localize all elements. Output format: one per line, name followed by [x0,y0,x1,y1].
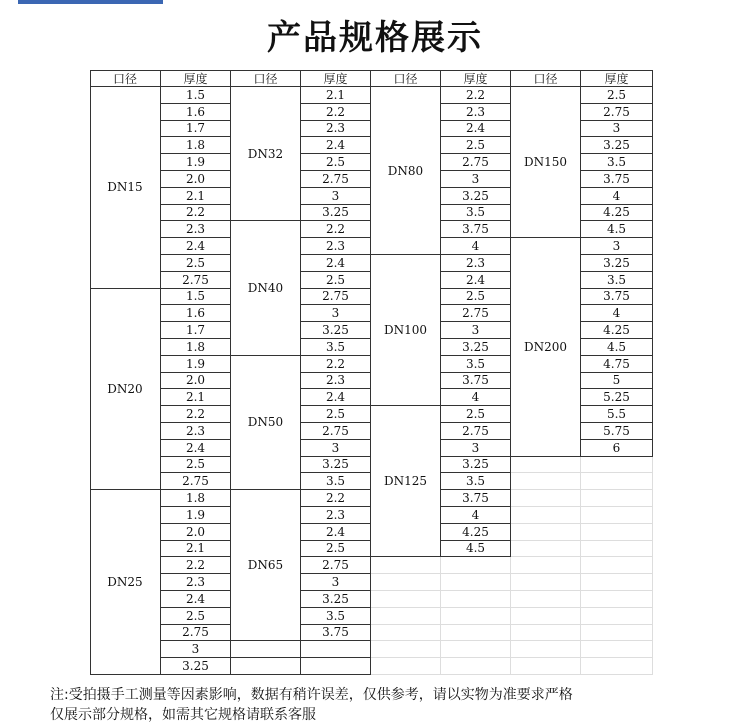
thickness-cell: 2.75 [441,154,511,171]
thickness-cell: 1.5 [161,289,231,306]
empty-cell [441,574,511,591]
thickness-cell: 3.25 [441,188,511,205]
empty-cell [371,608,441,625]
thickness-cell: 2.75 [581,104,653,121]
thickness-cell: 3.25 [301,322,371,339]
thickness-cell: 2.75 [301,423,371,440]
thickness-cell: 3 [581,238,653,255]
empty-cell [511,524,581,541]
thickness-cell: 2.1 [161,541,231,558]
thickness-cell: 4 [441,238,511,255]
thickness-cell: 1.9 [161,154,231,171]
empty-cell [511,641,581,658]
thickness-cell: 6 [581,440,653,457]
header-caliber: 口径 [231,70,301,87]
thickness-cell: 3.5 [301,339,371,356]
thickness-cell: 1.6 [161,305,231,322]
thickness-cell: 2.5 [301,154,371,171]
thickness-cell: 1.9 [161,507,231,524]
thickness-cell: 3.25 [301,457,371,474]
thickness-cell: 2.5 [161,255,231,272]
empty-cell [511,507,581,524]
thickness-cell: 2.75 [161,272,231,289]
thickness-cell: 4.5 [581,339,653,356]
header-thickness: 厚度 [301,70,371,87]
thickness-cell: 5.75 [581,423,653,440]
empty-cell [511,608,581,625]
thickness-cell: 2.2 [301,356,371,373]
dn-cell: DN200 [511,238,581,456]
thickness-cell: 2.4 [301,389,371,406]
thickness-cell: 2.3 [301,121,371,138]
header-caliber: 口径 [371,70,441,87]
empty-cell [371,557,441,574]
thickness-cell: 2.4 [301,255,371,272]
thickness-cell: 2.75 [161,473,231,490]
top-accent-bar [18,0,163,4]
thickness-cell: 5.25 [581,389,653,406]
empty-cell [301,658,371,675]
empty-cell [441,557,511,574]
thickness-cell: 2.2 [161,406,231,423]
thickness-cell: 3.5 [581,272,653,289]
thickness-cell: 2.75 [441,305,511,322]
empty-cell [371,574,441,591]
thickness-cell: 3.25 [301,591,371,608]
dn-cell: DN50 [231,356,301,490]
thickness-cell: 3 [301,440,371,457]
thickness-cell: 2.75 [301,171,371,188]
thickness-cell: 3.75 [581,289,653,306]
thickness-cell: 2.5 [301,406,371,423]
empty-cell [301,641,371,658]
thickness-cell: 2.4 [441,121,511,138]
thickness-cell: 4.5 [581,221,653,238]
empty-cell [371,591,441,608]
empty-cell [581,557,653,574]
thickness-cell: 3.75 [441,490,511,507]
dn-cell: DN20 [90,289,161,491]
header-thickness: 厚度 [581,70,653,87]
thickness-cell: 1.8 [161,490,231,507]
thickness-cell: 3.75 [301,625,371,642]
empty-cell [581,625,653,642]
thickness-cell: 3 [441,171,511,188]
dn-cell: DN125 [371,406,441,557]
thickness-cell: 2.2 [301,221,371,238]
empty-cell [511,574,581,591]
thickness-cell: 3.5 [441,473,511,490]
thickness-cell: 5 [581,373,653,390]
empty-cell [371,658,441,675]
empty-cell [581,591,653,608]
thickness-cell: 2.2 [441,87,511,104]
thickness-cell: 3 [441,322,511,339]
thickness-cell: 4.25 [441,524,511,541]
empty-cell [511,591,581,608]
thickness-cell: 1.7 [161,322,231,339]
thickness-cell: 2.75 [441,423,511,440]
dn-cell: DN100 [371,255,441,406]
thickness-cell: 3.5 [301,473,371,490]
thickness-cell: 2.5 [581,87,653,104]
thickness-cell: 2.75 [301,557,371,574]
empty-cell [511,557,581,574]
empty-cell [441,641,511,658]
thickness-cell: 3.25 [161,658,231,675]
thickness-cell: 2.2 [161,205,231,222]
thickness-cell: 1.6 [161,104,231,121]
thickness-cell: 2.2 [161,557,231,574]
thickness-cell: 2.3 [441,255,511,272]
footnote [50,685,710,725]
thickness-cell: 3.25 [441,457,511,474]
dn-cell: DN25 [90,490,161,675]
empty-cell [581,641,653,658]
thickness-cell: 2.3 [441,104,511,121]
thickness-cell: 3.75 [441,373,511,390]
thickness-cell: 2.4 [441,272,511,289]
footnote-line-1: 注:受拍摄手工测量等因素影响，数据有稍许误差，仅供参考，请以实物为准要求严格 [50,687,573,703]
empty-cell [581,524,653,541]
empty-cell [581,457,653,474]
thickness-cell: 1.8 [161,339,231,356]
thickness-cell: 4 [441,507,511,524]
empty-cell [441,625,511,642]
thickness-cell: 4 [581,188,653,205]
thickness-cell: 2.75 [301,289,371,306]
empty-cell [581,574,653,591]
thickness-cell: 4.75 [581,356,653,373]
thickness-cell: 2.0 [161,524,231,541]
thickness-cell: 1.7 [161,121,231,138]
empty-cell [371,641,441,658]
thickness-cell: 3.75 [441,221,511,238]
thickness-cell: 2.5 [441,137,511,154]
empty-cell [511,541,581,558]
thickness-cell: 2.1 [161,188,231,205]
thickness-cell: 3.5 [581,154,653,171]
thickness-cell: 3.25 [441,339,511,356]
thickness-cell: 2.0 [161,373,231,390]
thickness-cell: 4.5 [441,541,511,558]
dn-cell: DN80 [371,87,441,255]
empty-cell [441,658,511,675]
thickness-cell: 3.5 [441,205,511,222]
empty-cell [371,625,441,642]
thickness-cell: 2.5 [441,289,511,306]
thickness-cell: 2.5 [301,541,371,558]
thickness-cell: 4 [441,389,511,406]
dn-cell: DN40 [231,221,301,355]
thickness-cell: 3.75 [581,171,653,188]
empty-cell [581,608,653,625]
thickness-cell: 3 [441,440,511,457]
thickness-cell: 2.5 [161,457,231,474]
thickness-cell: 4 [581,305,653,322]
thickness-cell: 2.1 [301,87,371,104]
spec-table [90,70,654,677]
thickness-cell: 2.2 [301,490,371,507]
thickness-cell: 2.1 [161,389,231,406]
empty-cell [511,490,581,507]
thickness-cell: 2.5 [441,406,511,423]
thickness-cell: 2.75 [161,625,231,642]
thickness-cell: 2.0 [161,171,231,188]
empty-cell [511,473,581,490]
header-caliber: 口径 [90,70,161,87]
thickness-cell: 2.3 [301,507,371,524]
thickness-cell: 1.8 [161,137,231,154]
empty-cell [441,608,511,625]
dn-cell: DN15 [90,87,161,289]
thickness-cell: 2.3 [161,221,231,238]
footnote-line-2: 仅展示部分规格，如需其它规格请联系客服 [50,707,316,723]
thickness-cell: 2.4 [161,591,231,608]
page-title: 产品规格展示 [267,18,483,58]
thickness-cell: 3.25 [581,255,653,272]
thickness-cell: 1.9 [161,356,231,373]
thickness-cell: 2.4 [161,238,231,255]
empty-cell [511,658,581,675]
thickness-cell: 3.25 [581,137,653,154]
thickness-cell: 2.5 [301,272,371,289]
thickness-cell: 2.3 [301,373,371,390]
thickness-cell: 2.3 [161,423,231,440]
empty-cell [231,658,301,675]
thickness-cell: 2.4 [301,524,371,541]
empty-cell [581,507,653,524]
dn-cell: DN150 [511,87,581,238]
thickness-cell: 2.5 [161,608,231,625]
thickness-cell: 5.5 [581,406,653,423]
thickness-cell: 3 [161,641,231,658]
thickness-cell: 3.25 [301,205,371,222]
thickness-cell: 2.4 [301,137,371,154]
thickness-cell: 2.3 [301,238,371,255]
thickness-cell: 2.2 [301,104,371,121]
header-caliber: 口径 [511,70,581,87]
empty-cell [441,591,511,608]
thickness-cell: 4.25 [581,205,653,222]
empty-cell [581,490,653,507]
thickness-cell: 4.25 [581,322,653,339]
dn-cell: DN32 [231,87,301,221]
dn-cell: DN65 [231,490,301,641]
empty-cell [581,473,653,490]
thickness-cell: 3 [301,574,371,591]
thickness-cell: 3.5 [301,608,371,625]
thickness-cell: 3.5 [441,356,511,373]
thickness-cell: 2.4 [161,440,231,457]
thickness-cell: 1.5 [161,87,231,104]
header-thickness: 厚度 [161,70,231,87]
thickness-cell: 3 [301,188,371,205]
empty-cell [231,641,301,658]
thickness-cell: 3 [581,121,653,138]
header-thickness: 厚度 [441,70,511,87]
thickness-cell: 2.3 [161,574,231,591]
thickness-cell: 3 [301,305,371,322]
empty-cell [511,457,581,474]
empty-cell [581,658,653,675]
empty-cell [511,625,581,642]
empty-cell [581,541,653,558]
